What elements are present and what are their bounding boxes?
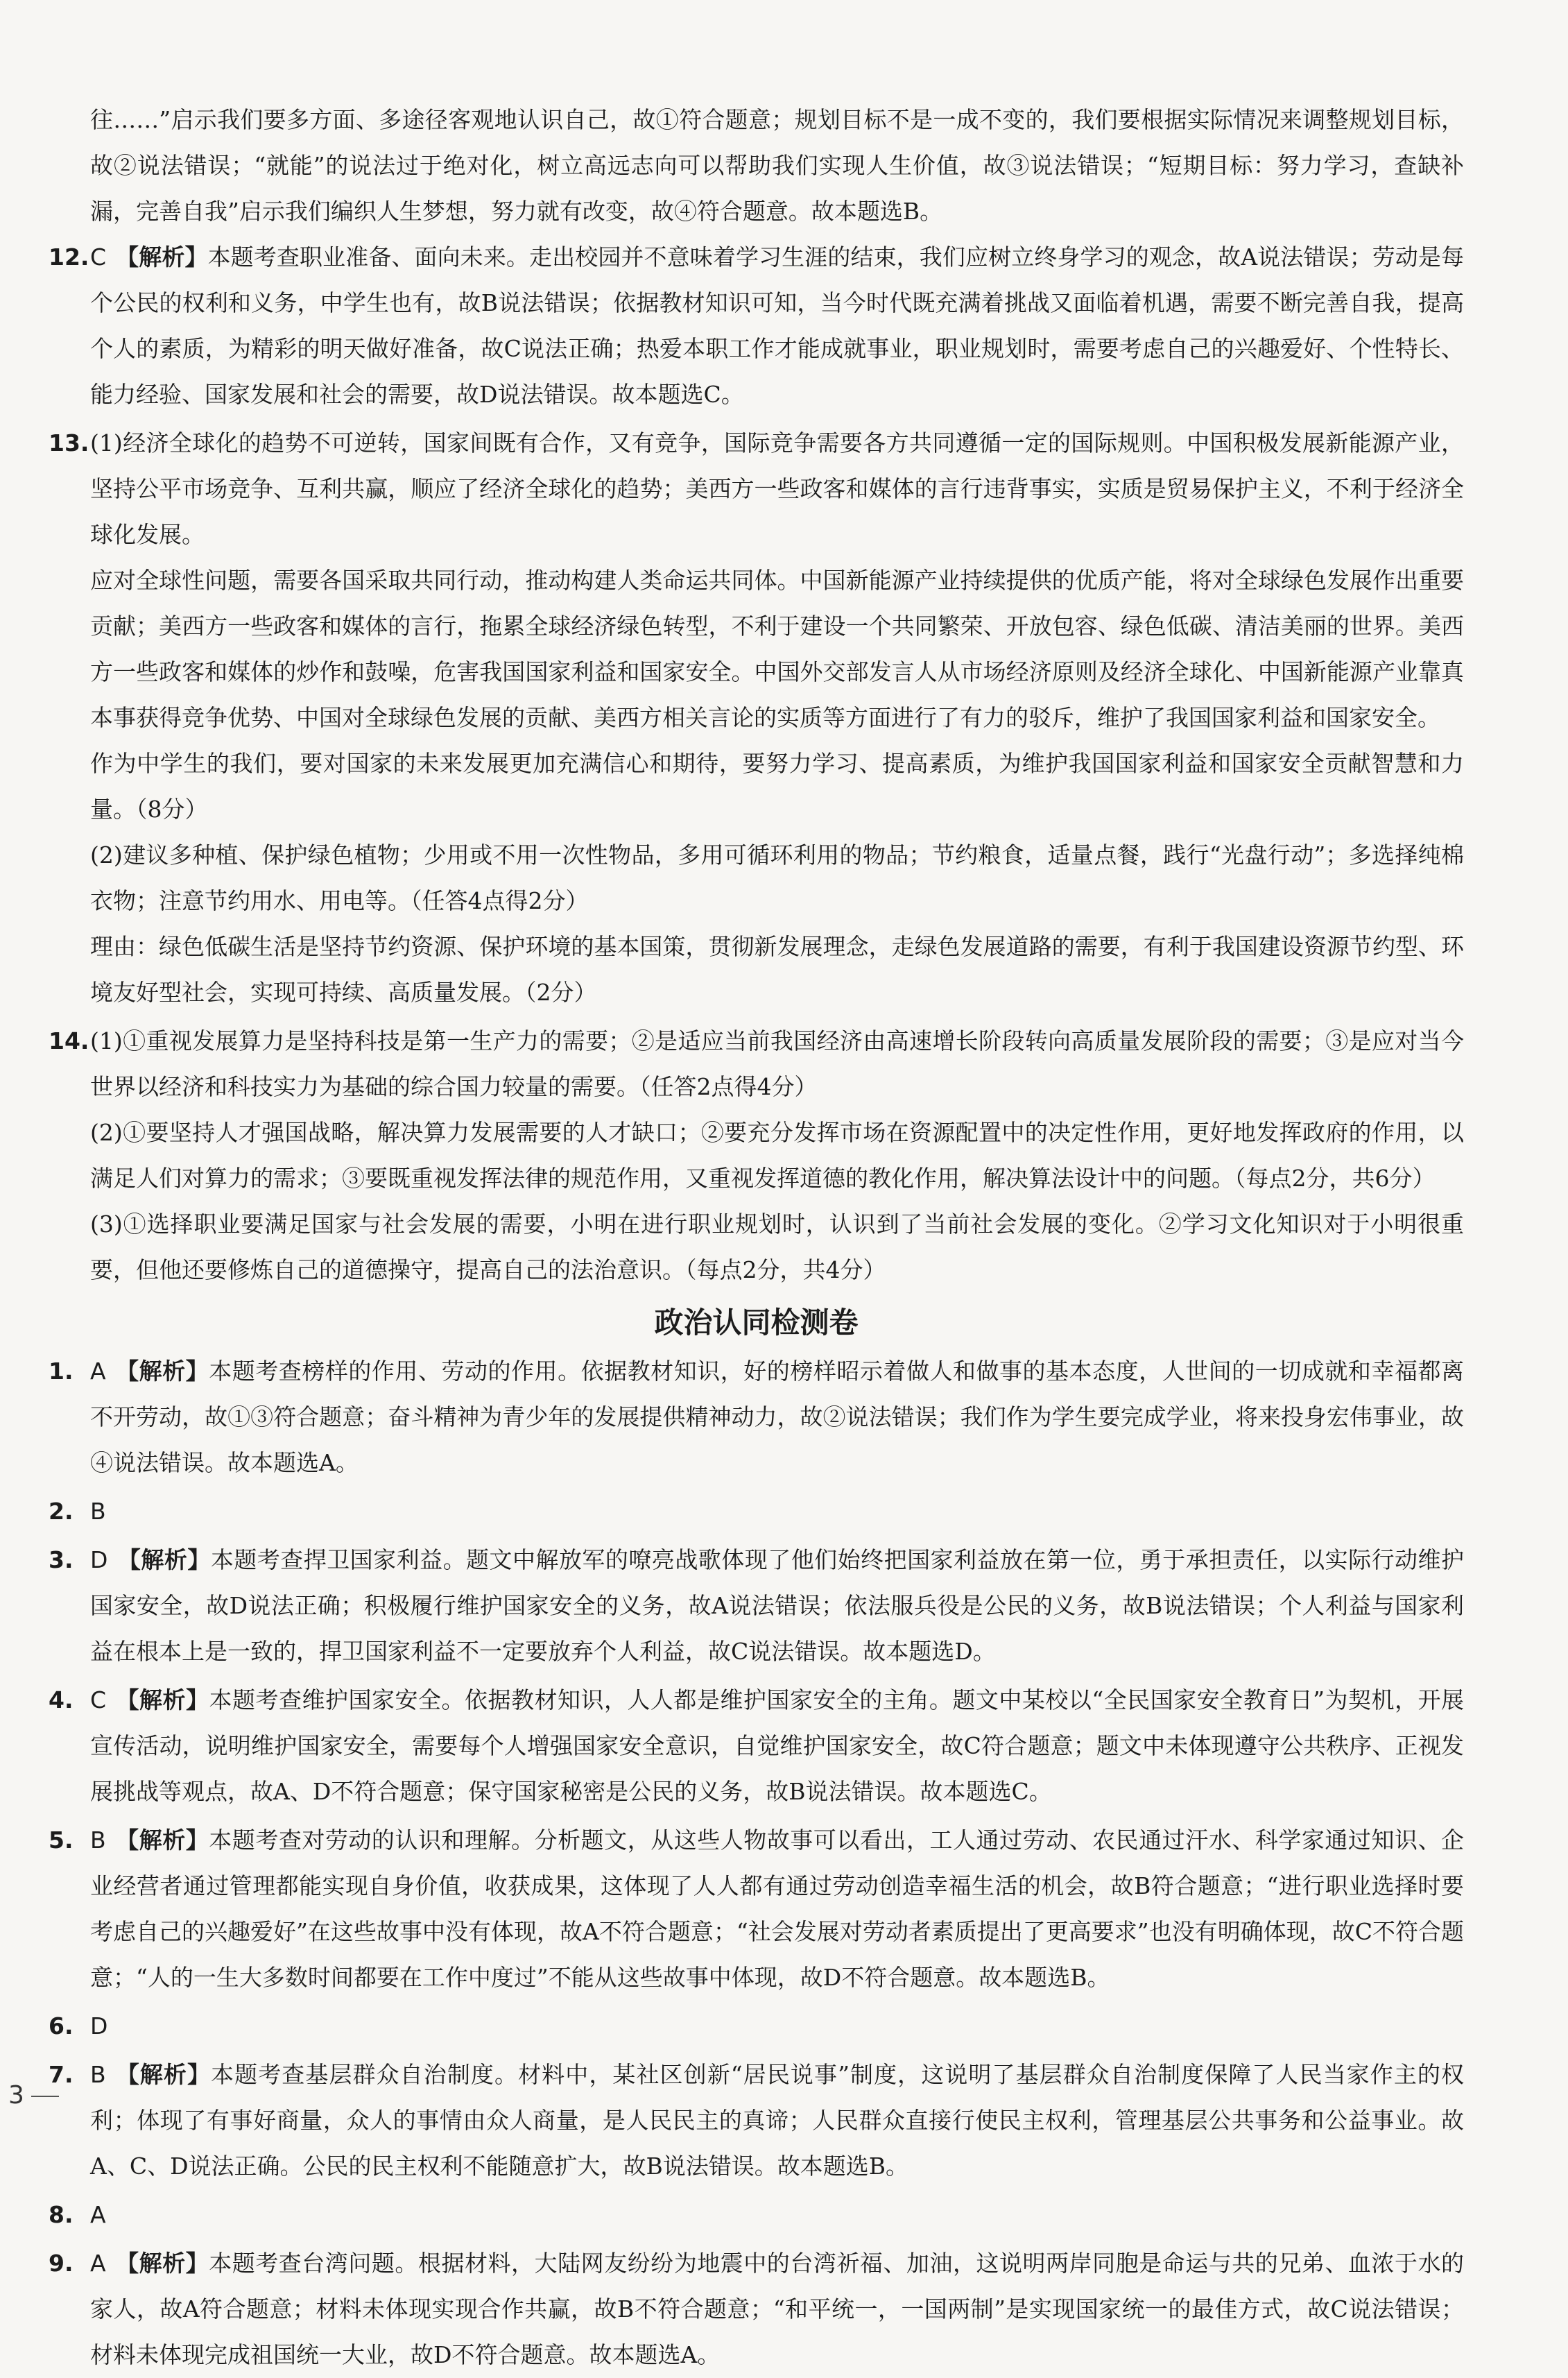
answer-item: [49, 1349, 1464, 1486]
answer-choice: A: [90, 1358, 106, 1385]
answer-text: 本题考查捍卫国家利益。题文中解放军的嘹亮战歌体现了他们始终把国家利益放在第一位，勇于承担责任，以实际行动维护国家安全，故D说法正确；积极履行维护国家安全的义务，故A说法错误；依法服兵役是公民的义务，故B说法错误；个人利益与国家利益在根本上是一致的，捍卫国家利益不一定要放弃个人利益，故C说法错误。故本题选D。: [90, 1546, 1465, 1665]
question-number: 5.: [49, 1827, 74, 1854]
answer-text: (3)①选择职业要满足国家与社会发展的需要，小明在进行职业规划时，认识到了当前社会发展的变化。②学习文化知识对于小明很重要，但他还要修炼自己的道德操守，提高自己的法治意识。（每点2分，共4分）: [90, 1211, 1464, 1283]
answer-text: (1)①重视发展算力是坚持科技是第一生产力的需要；②是适应当前我国经济由高速增长阶段转向高质量发展阶段的需要；③是应对当今世界以经济和科技实力为基础的综合国力较量的需要。（任答2点得4分）: [90, 1027, 1464, 1100]
answer-text: 作为中学生的我们，要对国家的未来发展更加充满信心和期待，要努力学习、提高素质，为维护我国国家利益和国家安全贡献智慧和力量。（8分）: [90, 750, 1464, 823]
answer-item: [49, 2003, 1464, 2049]
answer-item: [49, 234, 1464, 418]
answer-item: [49, 420, 1464, 1016]
answer-item: [49, 1489, 1464, 1534]
analysis-tag: 【解析】: [116, 1686, 209, 1713]
question-number: 1.: [49, 1358, 74, 1385]
question-number: 8.: [49, 2201, 74, 2228]
answer-item: [49, 1677, 1464, 1815]
question-number: 3.: [49, 1546, 74, 1573]
section-title: 政治认同检测卷: [654, 1306, 859, 1340]
question-number: 13.: [49, 429, 89, 456]
analysis-tag: 【解析】: [115, 2061, 212, 2088]
answer-text: 本题考查基层群众自治制度。材料中，某社区创新“居民说事”制度，这说明了基层群众自治制度保障了人民当家作主的权利；体现了有事好商量，众人的事情由众人商量，是人民民主的真谛；人民群众直接行使民主权利，管理基层公共事务和公益事业。故A、C、D说法正确。公民的民主权利不能随意扩大，故B说法错误。故本题选B。: [90, 2061, 1465, 2180]
question-number: 4.: [49, 1686, 74, 1713]
answer-section-2: [49, 1349, 1464, 2378]
question-number: 2.: [49, 1498, 74, 1525]
answer-item: [49, 2241, 1464, 2378]
answer-item: [49, 1537, 1464, 1675]
answer-text: (2)建议多种植、保护绿色植物；少用或不用一次性物品，多用可循环利用的物品；节约粮食，适量点餐，践行“光盘行动”；多选择纯棉衣物；注意节约用水、用电等。（任答4点得2分）: [90, 841, 1464, 914]
answer-text: 理由：绿色低碳生活是坚持节约资源、保护环境的基本国策，贯彻新发展理念，走绿色发展道路的需要，有利于我国建设资源节约型、环境友好型社会，实现可持续、高质量发展。（2分）: [90, 933, 1464, 1006]
answer-choice: C: [90, 1686, 107, 1713]
answer-text: (1)经济全球化的趋势不可逆转，国家间既有合作，又有竞争，国际竞争需要各方共同遵循一定的国际规则。中国积极发展新能源产业，坚持公平市场竞争、互利共赢，顺应了经济全球化的趋势；美西方一些政客和媒体的言行违背事实，实质是贸易保护主义，不利于经济全球化发展。: [90, 429, 1464, 548]
question-number: 9.: [49, 2250, 74, 2277]
answer-section-1: [49, 234, 1464, 1293]
answer-choice: D: [90, 1546, 108, 1573]
answer-item: [49, 1817, 1464, 2001]
analysis-tag: 【解析】: [115, 1358, 209, 1385]
answer-choice: D: [90, 2012, 108, 2039]
answer-choice: B: [90, 2061, 106, 2088]
answer-text: 本题考查榜样的作用、劳动的作用。依据教材知识，好的榜样昭示着做人和做事的基本态度，人世间的一切成就和幸福都离不开劳动，故①③符合题意；奋斗精神为青少年的发展提供精神动力，故②说法错误；我们作为学生要完成学业，将来投身宏伟事业，故④说法错误。故本题选A。: [90, 1358, 1465, 1476]
answer-choice: C: [90, 243, 107, 271]
answer-text: 本题考查职业准备、面向未来。走出校园并不意味着学习生涯的结束，我们应树立终身学习的观念，故A说法错误；劳动是每个公民的权利和义务，中学生也有，故B说法错误；依据教材知识可知，当今时代既充满着挑战又面临着机遇，需要不断完善自我，提高个人的素质，为精彩的明天做好准备，故C说法正确；热爱本职工作才能成就事业，职业规划时，需要考虑自己的兴趣爱好、个性特长、能力经验、国家发展和社会的需要，故D说法错误。故本题选C。: [90, 243, 1465, 408]
continuation-text: 往……”启示我们要多方面、多途径客观地认识自己，故①符合题意；规划目标不是一成不变的，我们要根据实际情况来调整规划目标，故②说法错误；“就能”的说法过于绝对化，树立高远志向可以帮助我们实现人生价值，故③说法错误；“短期目标：努力学习，查缺补漏，完善自我”启示我们编织人生梦想，努力就有改变，故④符合题意。故本题选B。: [90, 106, 1464, 225]
answer-text: 本题考查台湾问题。根据材料，大陆网友纷纷为地震中的台湾祈福、加油，这说明两岸同胞是命运与共的兄弟、血浓于水的家人，故A符合题意；材料未体现实现合作共赢，故B不符合题意；“和平统一，一国两制”是实现国家统一的最佳方式，故C说法错误；材料未体现完成祖国统一大业，故D不符合题意。故本题选A。: [90, 2250, 1465, 2368]
answer-text: 本题考查对劳动的认识和理解。分析题文，从这些人物故事可以看出，工人通过劳动、农民通过汗水、科学家通过知识、企业经营者通过管理都能实现自身价值，收获成果，这体现了人人都有通过劳动创造幸福生活的机会，故B符合题意；“进行职业选择时要考虑自己的兴趣爱好”在这些故事中没有体现，故A不符合题意；“社会发展对劳动者素质提出了更高要求”也没有明确体现，故C不符合题意；“人的一生大多数时间都要在工作中度过”不能从这些故事中体现，故D不符合题意。故本题选B。: [90, 1827, 1465, 1991]
question-number: 14.: [49, 1027, 89, 1054]
answer-item: [49, 2192, 1464, 2238]
answer-choice: A: [90, 2250, 106, 2277]
answer-item: [49, 1018, 1464, 1293]
page-number: 3: [8, 2081, 59, 2110]
analysis-tag: 【解析】: [116, 243, 208, 271]
answer-text: (2)①要坚持人才强国战略，解决算力发展需要的人才缺口；②要充分发挥市场在资源配置中的决定性作用，更好地发挥政府的作用，以满足人们对算力的需求；③要既重视发挥法律的规范作用，又重视发挥道德的教化作用，解决算法设计中的问题。（每点2分，共6分）: [90, 1119, 1464, 1192]
answer-text: 应对全球性问题，需要各国采取共同行动，推动构建人类命运共同体。中国新能源产业持续提供的优质产能，将对全球绿色发展作出重要贡献；美西方一些政客和媒体的言行，拖累全球经济绿色转型，不利于建设一个共同繁荣、开放包容、绿色低碳、清洁美丽的世界。美西方一些政客和媒体的炒作和鼓噪，危害我国国家利益和国家安全。中国外交部发言人从市场经济原则及经济全球化、中国新能源产业靠真本事获得竞争优势、中国对全球绿色发展的贡献、美西方相关言论的实质等方面进行了有力的驳斥，维护了我国国家利益和国家安全。: [90, 567, 1464, 731]
analysis-tag: 【解析】: [115, 2250, 209, 2277]
analysis-tag: 【解析】: [117, 1546, 211, 1573]
question-number: 12.: [49, 243, 89, 271]
question-number: 6.: [49, 2012, 74, 2039]
answer-text: 本题考查维护国家安全。依据教材知识，人人都是维护国家安全的主角。题文中某校以“全民国家安全教育日”为契机，开展宣传活动，说明维护国家安全，需要每个人增强国家安全意识，自觉维护国家安全，故C符合题意；题文中未体现遵守公共秩序、正视发展挑战等观点，故A、D不符合题意；保守国家秘密是公民的义务，故B说法错误。故本题选C。: [90, 1686, 1465, 1805]
question-number: 7.: [49, 2061, 74, 2088]
answer-choice: A: [90, 2201, 106, 2228]
answer-choice: B: [90, 1498, 106, 1525]
answer-item: [49, 2052, 1464, 2189]
answer-choice: B: [90, 1827, 106, 1854]
analysis-tag: 【解析】: [115, 1827, 209, 1854]
